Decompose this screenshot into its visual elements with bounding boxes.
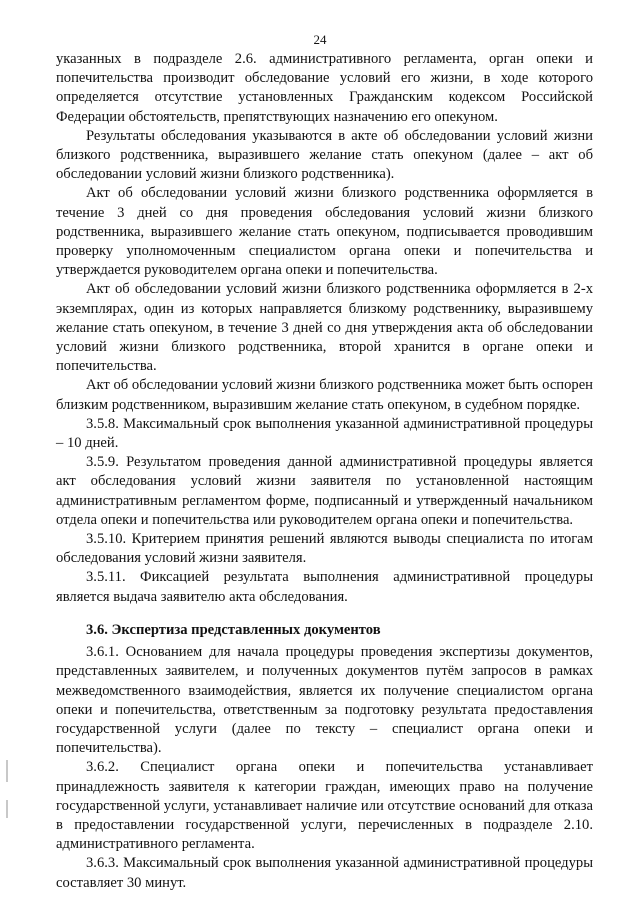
- paragraph: 3.6.1. Основанием для начала процедуры проведения экспертизы документов, представленных заявителем, и полученных документов путём запросов в рамках межведомственного взаимодействия, является их получение специалистом органа опеки и попечительства, ответственным за подготовку результата предоставления государственной услуги (далее по тексту – специалист органа опеки и попечительства).: [56, 644, 593, 757]
- document-body: [56, 50, 593, 893]
- binding-edge-mark: [6, 760, 8, 782]
- paragraph: Акт об обследовании условий жизни близкого родственника может быть оспорен близким родственником, выразившим желание стать опекуном, в судебном порядке.: [56, 377, 593, 413]
- paragraph: Акт об обследовании условий жизни близкого родственника оформляется в 2-х экземплярах, один из которых направляется близкому родственнику, выразившему желание стать опекуном, в течение 3 дней со дня утверждения акта об обследовании условий жизни близкого родственника, второй хранится в органе опеки и попечительства.: [56, 281, 593, 375]
- paragraph: 3.5.8. Максимальный срок выполнения указанной административной процедуры – 10 дней.: [56, 415, 593, 452]
- paragraph: 3.5.11. Фиксацией результата выполнения административной процедуры является выдача заявителю акта обследования.: [56, 569, 593, 605]
- paragraph: Акт об обследовании условий жизни близкого родственника оформляется в течение 3 дней со дня проведения обследования условий жизни близкого родственника, выразившего желание стать опекуном, подписывается проводившим проверку уполномоченным специалистом органа опеки и попечительства и утверждается руководителем органа опеки и попечительства.: [56, 185, 593, 279]
- page-number: 24: [313, 32, 327, 47]
- section-heading: 3.6. Экспертиза представленных документов: [86, 621, 381, 638]
- paragraph: 3.6.3. Максимальный срок выполнения указанной административной процедуры составляет 30 минут.: [56, 855, 593, 891]
- paragraph: 3.5.10. Критерием принятия решений являются выводы специалиста по итогам обследования условий жизни заявителя.: [56, 531, 593, 567]
- paragraph: 3.5.9. Результатом проведения данной административной процедуры является акт обследования условий жизни заявителя по установленной настоящим административным регламентом форме, подписанный и утвержденный начальником отдела опеки и попечительства или руководителем органа опеки и попечительства.: [56, 454, 593, 528]
- paragraph: 3.6.2. Специалист органа опеки и попечительства устанавливает принадлежность заявителя к категории граждан, имеющих право на получение государственной услуги, устанавливает наличие или отсутствие оснований для отказа в предоставлении государственной услуги, перечисленных в подразделе 2.10. административного регламента.: [56, 759, 593, 853]
- paragraph: указанных в подразделе 2.6. административного регламента, орган опеки и попечительства производит обследование условий его жизни, в ходе которого определяется отсутствие установленных Гражданским кодексом Российской Федерации обстоятельств, препятствующих назначению его опекуном.: [56, 51, 593, 125]
- paragraph: Результаты обследования указываются в акте об обследовании условий жизни близкого родственника, выразившего желание стать опекуном (далее – акт об обследовании условий жизни близкого родственника).: [56, 127, 593, 183]
- binding-edge-mark: [6, 800, 8, 818]
